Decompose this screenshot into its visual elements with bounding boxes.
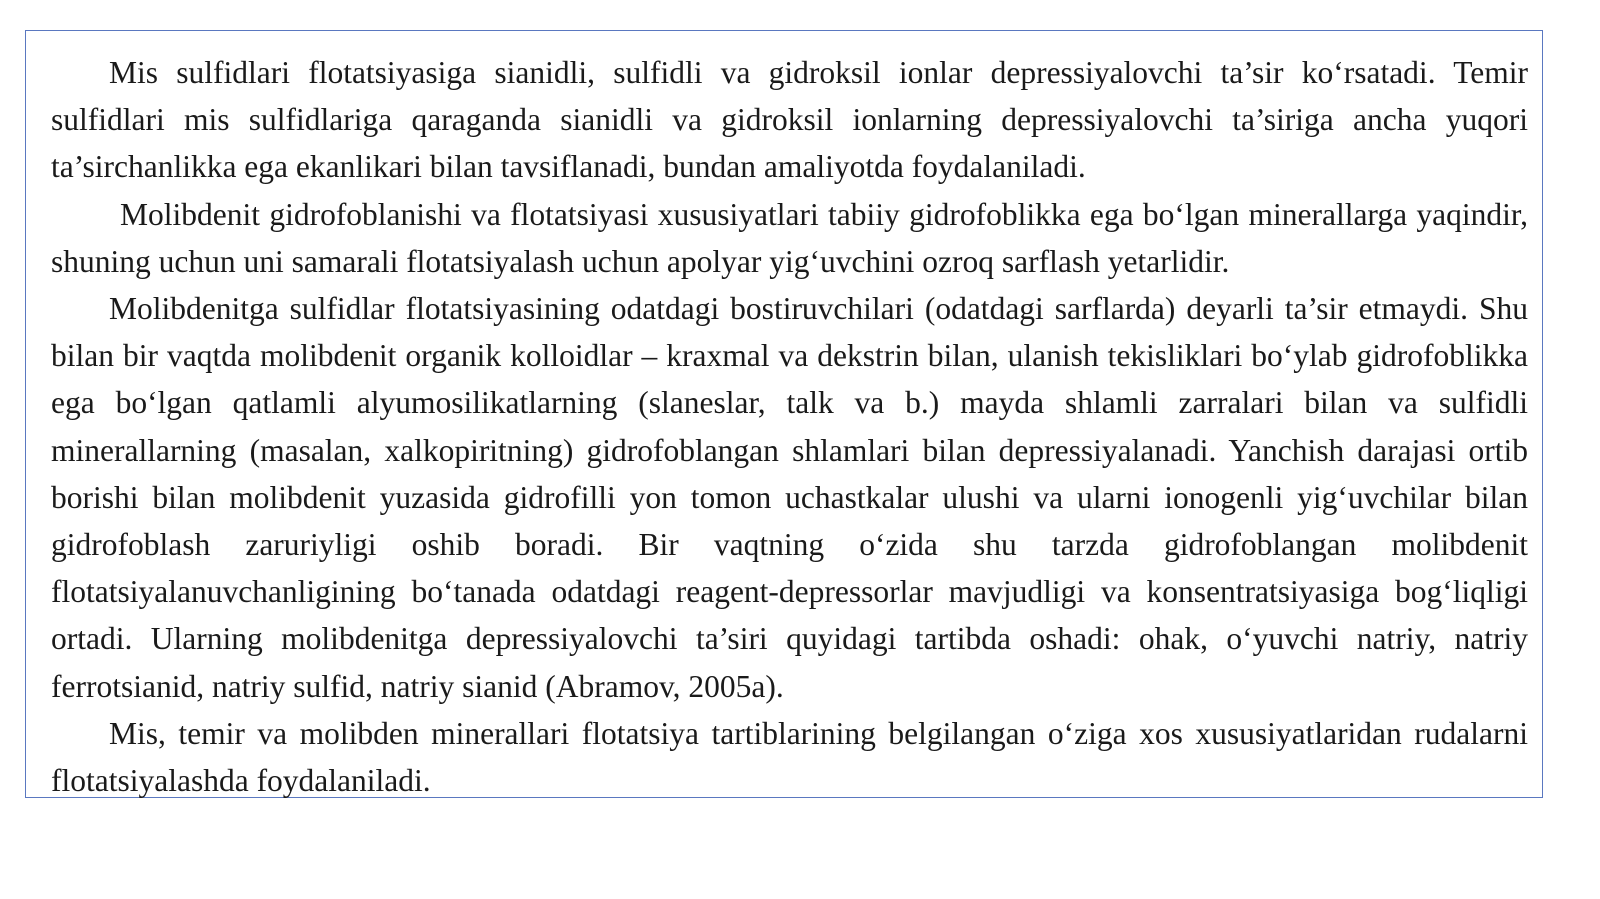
text-frame [25, 30, 1543, 798]
paragraph-molibdenitga-sulfidlar: Molibdenitga sulfidlar flotatsiyasining odatdagi bostiruvchilari (odatdagi sarflarda) deyarli ta’sir etmaydi. Shu bilan bir vaqtda molibdenit organik kolloidlar – kraxmal va dekstrin bilan, ulanish tekisliklari bo‘ylab gidrofoblikka ega bo‘lgan qatlamli alyumosilikatlarning (slaneslar, talk va b.) mayda shlamli zarralari bilan va sulfidli minerallarning (masalan, xalkopiritning) gidrofoblangan shlamlari bilan depressiyalanadi. Yanchish darajasi ortib borishi bilan molibdenit yuzasida gidrofilli yon tomon uchastkalar ulushi va ularni ionogenli yig‘uvchilar bilan gidrofoblash zaruriyligi oshib boradi. Bir vaqtning o‘zida shu tarzda gidrofoblangan molibdenit flotatsiyalanuvchanligining bo‘tanada odatdagi reagent-depressorlar mavjudligi va konsentratsiyasiga bog‘liqligi ortadi. Ularning molibdenitga depressiyalovchi ta’siri quyidagi tartibda oshadi: ohak, o‘yuvchi natriy, natriy ferrotsianid, natriy sulfid, natriy sianid (Abramov, 2005a). [51, 291, 1528, 704]
paragraph-mis-temir-molibden: Mis, temir va molibden minerallari flotatsiya tartiblarining belgilangan o‘ziga xos xususiyatlaridan rudalarni flotatsiyalashda foydalaniladi. [51, 715, 1528, 799]
paragraph-mis-sulfidlari: Mis sulfidlari flotatsiyasiga sianidli, sulfidli va gidroksil ionlar depressiyalovchi ta’sir ko‘rsatadi. Temir sulfidlari mis sulfidlariga qaraganda sianidli va gidroksil ionlarning depressiyalovchi ta’siriga ancha yuqori ta’sirchanlikka ega ekanlikari bilan tavsiflanadi, bundan amaliyotda foydalaniladi. [51, 55, 1528, 185]
paragraph-molibdenit-gidrofoblanishi: Molibdenit gidrofoblanishi va flotatsiyasi xususiyatlari tabiiy gidrofoblikka ega bo‘lgan minerallarga yaqindir, shuning uchun uni samarali flotatsiyalash uchun apolyar yig‘uvchini ozroq sarflash yetarlidir. [51, 196, 1528, 279]
